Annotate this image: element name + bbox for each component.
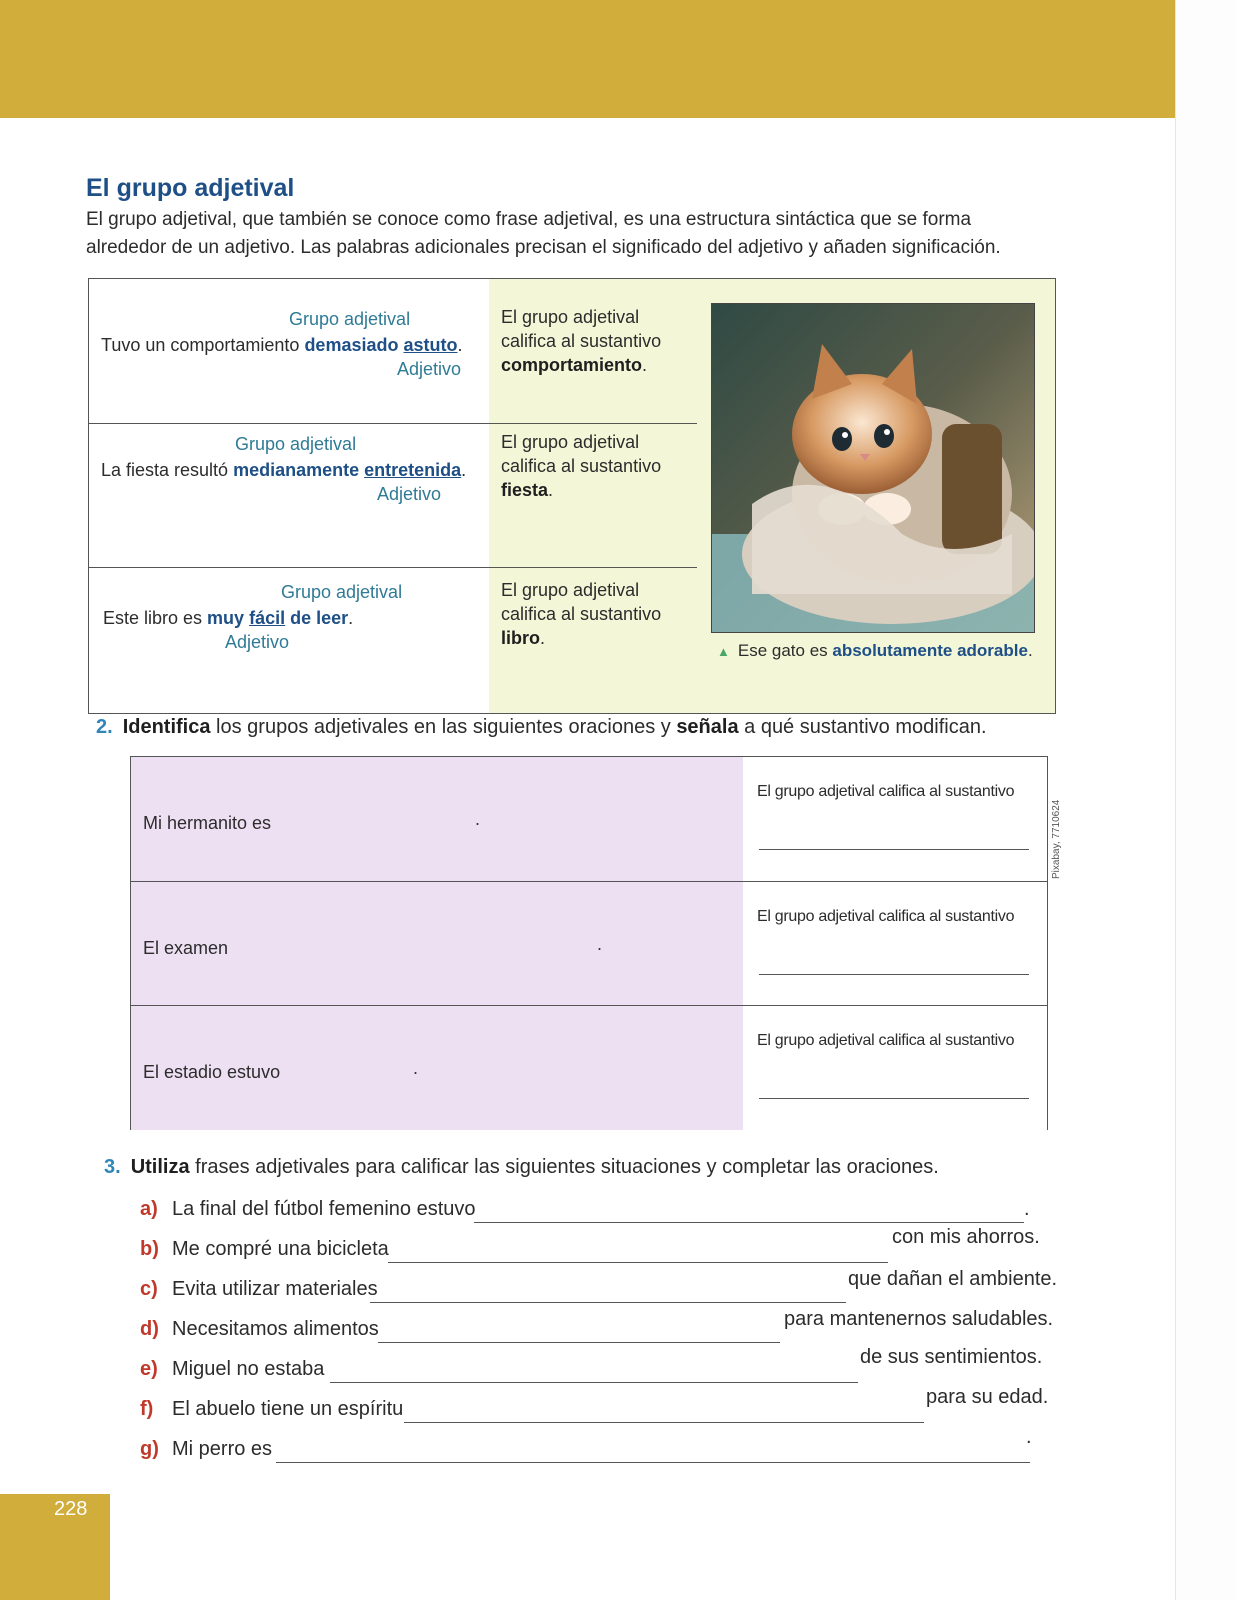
example-row-2 bbox=[89, 423, 489, 568]
activity-2-instruction bbox=[96, 716, 987, 739]
activity-2-row bbox=[131, 1005, 1047, 1130]
examples-descriptions-column bbox=[489, 279, 698, 713]
activity-2-table bbox=[130, 756, 1048, 1130]
sentence-start: Este libro es bbox=[103, 608, 208, 628]
sentence-end: . bbox=[457, 335, 463, 355]
answer-line[interactable] bbox=[378, 1342, 780, 1343]
description bbox=[501, 305, 661, 377]
sentence-start: La fiesta resultó bbox=[101, 460, 234, 480]
activity-2-row bbox=[131, 757, 1047, 881]
answer-cell bbox=[743, 757, 1047, 881]
sentence-end: . bbox=[461, 460, 467, 480]
sentence-start: Tuvo un comportamiento bbox=[101, 335, 305, 355]
item-end: . bbox=[1026, 1426, 1032, 1448]
item-text: Mi perro es bbox=[172, 1438, 273, 1460]
sentence-cell bbox=[131, 757, 744, 881]
kitten-photo bbox=[711, 303, 1035, 633]
example-sentence bbox=[101, 335, 463, 356]
answer-line[interactable] bbox=[404, 1422, 924, 1423]
description-noun bbox=[501, 626, 661, 650]
answer-label: El grupo adjetival califica al sustantivo bbox=[757, 908, 1015, 925]
item-end: para su edad. bbox=[926, 1386, 1049, 1408]
noun-end: . bbox=[548, 480, 554, 500]
adjective-word: astuto bbox=[403, 335, 458, 355]
adjective-label: Adjetivo bbox=[377, 484, 442, 504]
sentence-cell bbox=[131, 882, 744, 1006]
activity-number: 3. bbox=[104, 1156, 121, 1178]
page-edge bbox=[1175, 0, 1236, 1600]
description-line: califica al sustantivo bbox=[501, 604, 662, 624]
activity-number: 2. bbox=[96, 716, 113, 738]
caption-text: Ese gato es bbox=[737, 641, 833, 660]
noun-end: . bbox=[642, 355, 648, 375]
photo-panel bbox=[697, 279, 1055, 713]
noun-word: libro bbox=[501, 628, 540, 648]
item-end: para mantenernos saludables. bbox=[784, 1308, 1054, 1330]
photo-caption bbox=[717, 641, 1033, 661]
answer-label: El grupo adjetival califica al sustantivo bbox=[757, 783, 1015, 800]
sentence-dot: . bbox=[475, 809, 481, 829]
description-noun bbox=[501, 353, 661, 377]
example-sentence bbox=[101, 460, 466, 481]
top-color-band bbox=[0, 0, 1175, 118]
item-letter: f) bbox=[140, 1398, 154, 1420]
sentence-start: Mi hermanito es bbox=[143, 813, 272, 833]
instruction-text: a qué sustantivo modifican. bbox=[738, 716, 987, 738]
item-letter: e) bbox=[140, 1358, 158, 1380]
description-row-2 bbox=[489, 423, 697, 568]
item-end: con mis ahorros. bbox=[892, 1226, 1040, 1248]
adjective-label: Adjetivo bbox=[397, 359, 462, 379]
description bbox=[501, 430, 661, 502]
caption-end: . bbox=[1027, 641, 1033, 660]
description bbox=[501, 578, 661, 650]
sentence-end: . bbox=[348, 608, 354, 628]
noun-end: . bbox=[540, 628, 546, 648]
answer-line[interactable] bbox=[759, 974, 1029, 975]
sentence-complement: de leer bbox=[290, 608, 349, 628]
noun-word: comportamiento bbox=[501, 355, 643, 375]
adjective-label: Adjetivo bbox=[225, 632, 290, 652]
section-title: El grupo adjetival bbox=[86, 174, 295, 202]
answer-line[interactable] bbox=[276, 1462, 1030, 1463]
item-end: de sus sentimientos. bbox=[860, 1346, 1043, 1368]
instruction-verb: Identifica bbox=[122, 716, 211, 738]
activity-3-instruction bbox=[104, 1156, 939, 1179]
item-letter: d) bbox=[140, 1318, 159, 1340]
item-text: Me compré una bicicleta bbox=[172, 1238, 389, 1260]
examples-sentences-column bbox=[89, 279, 490, 713]
item-letter: a) bbox=[140, 1198, 158, 1220]
answer-line[interactable] bbox=[370, 1302, 846, 1303]
example-row-3 bbox=[89, 567, 489, 712]
answer-line[interactable] bbox=[474, 1222, 1024, 1223]
noun-word: fiesta bbox=[501, 480, 549, 500]
activity-2-row bbox=[131, 881, 1047, 1006]
caption-highlight: absolutamente adorable bbox=[832, 641, 1028, 660]
instruction-text: los grupos adjetivales en las siguientes oraciones y bbox=[210, 716, 677, 738]
item-letter: c) bbox=[140, 1278, 158, 1300]
instruction-verb: señala bbox=[676, 716, 739, 738]
sentence-start: El estadio estuvo bbox=[143, 1062, 281, 1082]
description-line: El grupo adjetival bbox=[501, 580, 640, 600]
description-line: califica al sustantivo bbox=[501, 456, 662, 476]
instruction-verb: Utiliza bbox=[130, 1156, 190, 1178]
example-sentence bbox=[103, 608, 353, 629]
answer-line[interactable] bbox=[759, 1098, 1029, 1099]
description-line: califica al sustantivo bbox=[501, 331, 662, 351]
answer-cell bbox=[743, 882, 1047, 1006]
answer-cell bbox=[743, 1006, 1047, 1130]
item-text: Necesitamos alimentos bbox=[172, 1318, 379, 1340]
photo-credit: Pixabay, 7710624 bbox=[1051, 799, 1062, 879]
description-line: El grupo adjetival bbox=[501, 307, 640, 327]
item-end: que dañan el ambiente. bbox=[848, 1268, 1058, 1290]
item-letter: g) bbox=[140, 1438, 159, 1460]
modifier-word: muy bbox=[207, 608, 245, 628]
sentence-dot: . bbox=[597, 934, 603, 954]
sentence-dot: . bbox=[413, 1058, 419, 1078]
item-text: Miguel no estaba bbox=[172, 1358, 325, 1380]
item-text: La final del fútbol femenino estuvo bbox=[172, 1198, 476, 1220]
group-label: Grupo adjetival bbox=[281, 582, 403, 602]
description-row-1 bbox=[489, 279, 697, 423]
example-row-1 bbox=[89, 279, 489, 423]
group-label: Grupo adjetival bbox=[235, 434, 357, 454]
modifier-word: demasiado bbox=[304, 335, 399, 355]
answer-line[interactable] bbox=[388, 1262, 888, 1263]
answer-line[interactable] bbox=[330, 1382, 858, 1383]
answer-label: El grupo adjetival califica al sustantivo bbox=[757, 1032, 1015, 1049]
description-row-3 bbox=[489, 567, 697, 712]
adjective-word: entretenida bbox=[364, 460, 462, 480]
item-text: El abuelo tiene un espíritu bbox=[172, 1398, 404, 1420]
adjective-word: fácil bbox=[249, 608, 286, 628]
item-letter: b) bbox=[140, 1238, 159, 1260]
item-text: Evita utilizar materiales bbox=[172, 1278, 378, 1300]
item-end: . bbox=[1024, 1198, 1030, 1220]
group-label: Grupo adjetival bbox=[289, 309, 411, 329]
modifier-word: medianamente bbox=[233, 460, 360, 480]
kitten-illustration bbox=[712, 304, 1034, 632]
description-noun bbox=[501, 478, 661, 502]
description-line: El grupo adjetival bbox=[501, 432, 640, 452]
answer-line[interactable] bbox=[759, 849, 1029, 850]
instruction-text: frases adjetivales para calificar las siguientes situaciones y completar las oraciones. bbox=[189, 1156, 939, 1178]
sentence-cell bbox=[131, 1006, 744, 1130]
sentence-start: El examen bbox=[143, 938, 229, 958]
page-number: 228 bbox=[54, 1498, 88, 1520]
caption-triangle-icon: ▲ bbox=[717, 644, 730, 659]
intro-paragraph: El grupo adjetival, que también se conoce como frase adjetival, es una estructura sintáctica que se forma alrededor de un adjetivo. Las palabras adicionales precisan el significado del adjetivo y añaden significación. bbox=[86, 209, 1001, 258]
